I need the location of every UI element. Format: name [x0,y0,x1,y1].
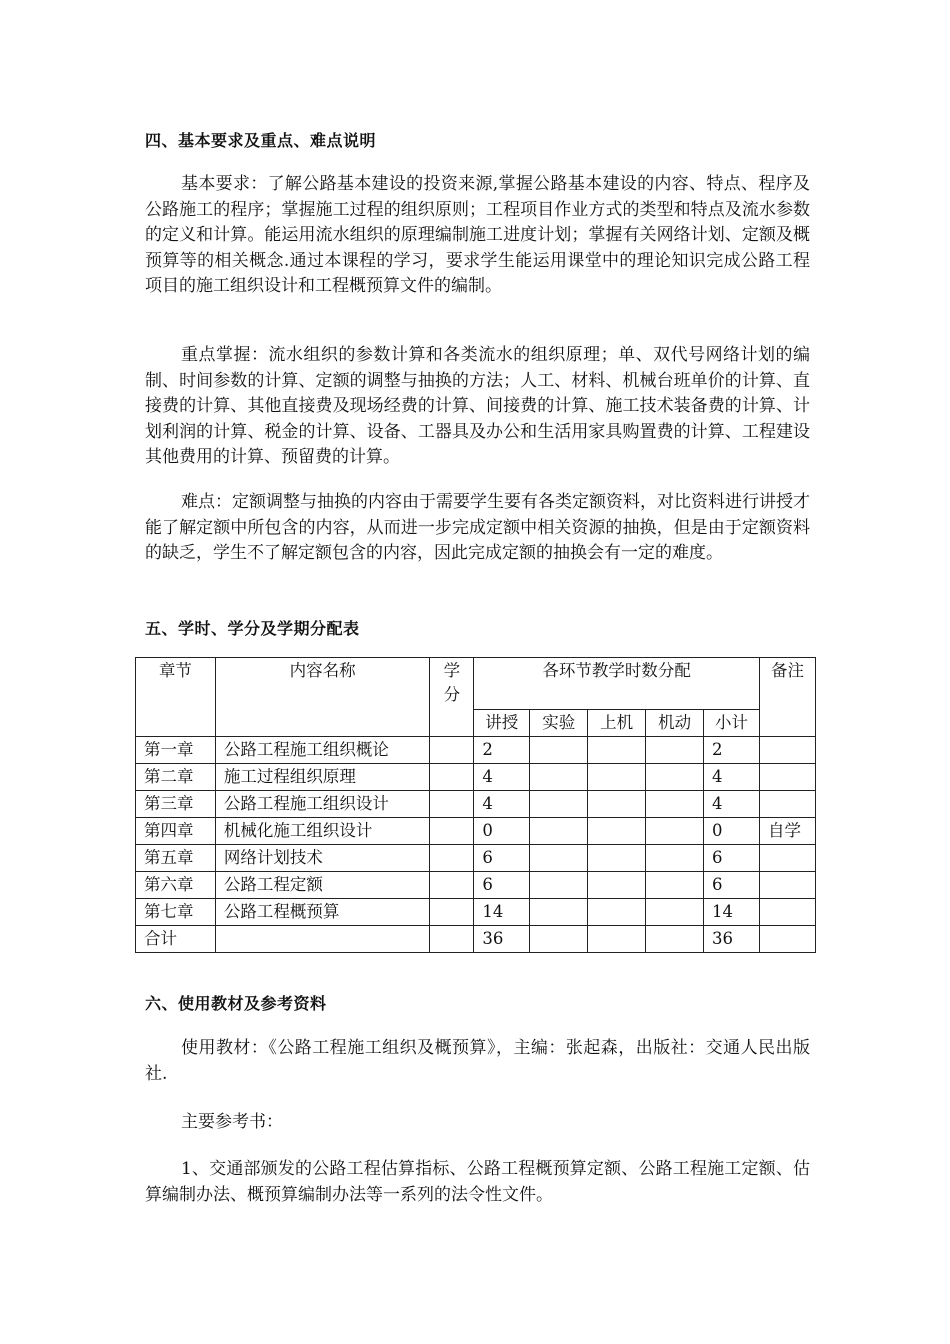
cell-subtotal: 2 [704,737,760,764]
table-total-row [136,926,816,953]
table-row [136,872,816,899]
header-credit: 学分 [430,658,474,737]
cell-credit [430,899,474,926]
header-experiment: 实验 [530,710,588,737]
cell-credit [430,791,474,818]
table-row [136,764,816,791]
cell-lecture: 6 [474,872,530,899]
cell-subtotal: 6 [704,872,760,899]
cell-note [759,845,815,872]
cell-experiment [530,926,588,953]
cell-lecture: 36 [474,926,530,953]
cell-subtotal: 0 [704,818,760,845]
table-header-row [136,658,816,710]
cell-note [759,872,815,899]
cell-experiment [530,845,588,872]
cell-chapter: 第七章 [136,899,216,926]
cell-chapter: 第六章 [136,872,216,899]
cell-content: 公路工程定额 [215,872,430,899]
cell-content: 公路工程施工组织概论 [215,737,430,764]
cell-computer [588,872,646,899]
header-lecture: 讲授 [474,710,530,737]
cell-chapter: 第五章 [136,845,216,872]
section5-heading: 五、学时、学分及学期分配表 [145,619,360,638]
cell-content: 公路工程施工组织设计 [215,791,430,818]
key-points-paragraph: 重点掌握：流水组织的参数计算和各类流水的组织原理；单、双代号网络计划的编制、时间参数的计算、定额的调整与抽换的方法；人工、材料、机械台班单价的计算、直接费的计算、其他直接费及现场经费的计算、间接费的计算、施工技术装备费的计算、计划利润的计算、税金的计算、设备、工器具及办公和生活用家具购置费的计算、工程建设其他费用的计算、预留费的计算。 [145,345,810,467]
cell-note [759,764,815,791]
cell-flexible [646,872,704,899]
header-computer: 上机 [588,710,646,737]
cell-subtotal: 4 [704,764,760,791]
cell-note [759,899,815,926]
cell-computer [588,737,646,764]
cell-lecture: 14 [474,899,530,926]
cell-chapter: 第二章 [136,764,216,791]
cell-computer [588,818,646,845]
cell-computer [588,926,646,953]
cell-lecture: 0 [474,818,530,845]
table-row [136,791,816,818]
cell-lecture: 6 [474,845,530,872]
cell-credit [430,872,474,899]
header-flexible: 机动 [646,710,704,737]
table-row [136,818,816,845]
cell-credit [430,764,474,791]
cell-experiment [530,764,588,791]
cell-lecture: 4 [474,764,530,791]
cell-computer [588,764,646,791]
table-row [136,899,816,926]
header-distribution: 各环节教学时数分配 [474,658,760,710]
cell-experiment [530,737,588,764]
cell-lecture: 4 [474,791,530,818]
table-row [136,737,816,764]
references-label: 主要参考书： [181,1112,283,1132]
cell-experiment [530,899,588,926]
table-row [136,845,816,872]
cell-chapter: 第三章 [136,791,216,818]
cell-credit [430,845,474,872]
cell-experiment [530,791,588,818]
cell-note [759,791,815,818]
cell-flexible [646,791,704,818]
cell-flexible [646,764,704,791]
textbook-paragraph: 使用教材：《公路工程施工组织及概预算》，主编：张起森，出版社：交通人民出版社. [145,1038,810,1084]
cell-flexible [646,899,704,926]
cell-note [759,926,815,953]
cell-subtotal: 14 [704,899,760,926]
cell-content: 网络计划技术 [215,845,430,872]
header-content: 内容名称 [215,658,430,737]
header-note: 备注 [759,658,815,737]
cell-flexible [646,818,704,845]
cell-content: 施工过程组织原理 [215,764,430,791]
section4-heading: 四、基本要求及重点、难点说明 [145,131,377,150]
hours-credits-table [135,657,816,953]
cell-subtotal: 4 [704,791,760,818]
cell-content: 公路工程概预算 [215,899,430,926]
cell-flexible [646,845,704,872]
cell-note [759,737,815,764]
difficulties-paragraph: 难点：定额调整与抽换的内容由于需要学生要有各类定额资料，对比资料进行讲授才能了解定额中所包含的内容，从而进一步完成定额中相关资源的抽换，但是由于定额资料的缺乏，学生不了解定额包含的内容，因此完成定额的抽换会有一定的难度。 [145,492,810,563]
cell-lecture: 2 [474,737,530,764]
cell-computer [588,899,646,926]
cell-credit [430,926,474,953]
basic-requirements-paragraph: 基本要求：了解公路基本建设的投资来源,掌握公路基本建设的内容、特点、程序及公路施工的程序；掌握施工过程的组织原则；工程项目作业方式的类型和特点及流水参数的定义和计算。能运用流水组织的原理编制施工进度计划；掌握有关网络计划、定额及概预算等的相关概念.通过本课程的学习，要求学生能运用课堂中的理论知识完成公路工程项目的施工组织设计和工程概预算文件的编制。 [145,174,810,296]
cell-flexible [646,926,704,953]
cell-computer [588,791,646,818]
cell-flexible [646,737,704,764]
cell-content [215,926,430,953]
section6-heading: 六、使用教材及参考资料 [145,994,327,1013]
cell-computer [588,845,646,872]
cell-subtotal: 6 [704,845,760,872]
cell-experiment [530,818,588,845]
cell-credit [430,737,474,764]
cell-chapter: 第一章 [136,737,216,764]
cell-content: 机械化施工组织设计 [215,818,430,845]
cell-chapter: 第四章 [136,818,216,845]
cell-note: 自学 [759,818,815,845]
cell-subtotal: 36 [704,926,760,953]
cell-experiment [530,872,588,899]
cell-chapter: 合计 [136,926,216,953]
header-chapter: 章节 [136,658,216,737]
header-subtotal: 小计 [704,710,760,737]
reference-item-1: 1、交通部颁发的公路工程估算指标、公路工程概预算定额、公路工程施工定额、估算编制办法、概预算编制办法等一系列的法令性文件。 [145,1159,810,1205]
cell-credit [430,818,474,845]
